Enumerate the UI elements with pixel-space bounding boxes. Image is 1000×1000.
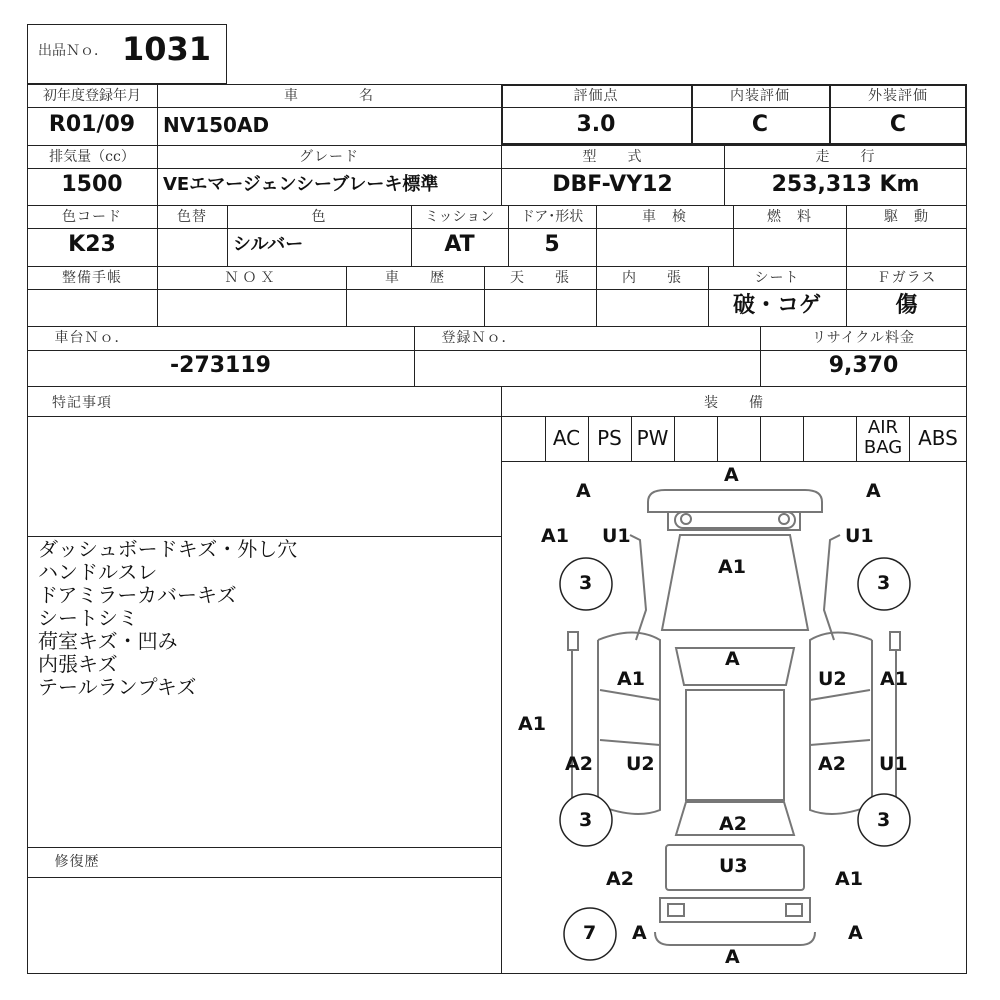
color-code-value: K23	[68, 232, 116, 257]
repair-history-label: 修復歴	[54, 854, 100, 870]
regno-label: 登録Ｎｏ．	[441, 330, 517, 346]
seat-label: シート	[754, 270, 800, 286]
cc-label: 排気量（cc）	[49, 149, 135, 165]
maintenance-label: 整備手帳	[62, 270, 122, 286]
color-value: シルバー	[233, 234, 304, 255]
grade-front-right: A	[866, 480, 881, 502]
fuel-label: 燃 料	[767, 209, 812, 225]
recycle-label: リサイクル料金	[811, 330, 916, 346]
color-code-label: 色コード	[62, 209, 122, 225]
grade-right-u2: U2	[818, 668, 847, 690]
reg-date-value: R01/09	[48, 112, 136, 137]
lot-label: 出品Ｎｏ．	[38, 43, 108, 59]
roof-label: 天 張	[510, 270, 570, 286]
nox-label: ＮＯＸ	[224, 270, 279, 286]
car-name-label: 車 名	[284, 88, 374, 104]
regno-value	[414, 350, 760, 382]
grade-left-a2: A2	[565, 753, 593, 775]
note-line: ドアミラーカバーキズ	[38, 583, 237, 607]
grade-tire-fl: 3	[579, 572, 593, 594]
grade-right-a2: A2	[818, 753, 846, 775]
color-label: 色	[311, 209, 327, 225]
exterior-value: C	[889, 112, 907, 137]
inner-label: 内 張	[622, 270, 682, 286]
door-label: ドア･形状	[520, 209, 584, 225]
note-line: テールランプキズ	[38, 675, 197, 699]
equip-abs: ABS	[918, 426, 958, 450]
note-line: ダッシュボードキズ・外し穴	[38, 537, 298, 561]
exterior-label: 外装評価	[868, 88, 928, 104]
equipment-label: 装 備	[704, 395, 764, 411]
car-name-value: NV150AD	[163, 113, 270, 137]
history-value	[346, 290, 484, 322]
glass-label: Ｆガラス	[876, 270, 937, 286]
grade-roof-front: A	[725, 648, 740, 670]
recycle-value: 9,370	[828, 353, 899, 378]
equip-cell	[502, 418, 545, 458]
grade-left-u2: U2	[626, 753, 655, 775]
equip-ac: AC	[552, 426, 581, 450]
remarks-notes	[38, 538, 297, 699]
grade-left-door: A1	[617, 668, 645, 690]
grade-label: グレード	[299, 149, 359, 165]
equip-ps: PS	[597, 426, 622, 450]
equip-cell	[760, 418, 803, 458]
door-value: 5	[544, 232, 560, 257]
grade-fl-u1: U1	[602, 525, 631, 547]
grade-left-side: A1	[518, 713, 546, 735]
score-value: 3.0	[576, 112, 616, 137]
grade-right-u1: U1	[879, 753, 908, 775]
note-line: シートシミ	[38, 606, 138, 630]
interior-label: 内装評価	[730, 88, 790, 104]
drive-value	[846, 229, 967, 261]
reg-date-label: 初年度登録年月	[43, 88, 141, 104]
remarks-label: 特記事項	[52, 395, 112, 411]
grade-right-a1: A1	[880, 668, 908, 690]
model-value: DBF-VY12	[552, 172, 673, 197]
chassis-label: 車台Ｎｏ．	[54, 330, 130, 346]
maintenance-value	[27, 290, 157, 322]
nox-value	[157, 290, 346, 322]
grade-tire-rl: 3	[579, 809, 593, 831]
cc-value: 1500	[61, 172, 123, 197]
drive-label: 駆 動	[884, 209, 929, 225]
mileage-label: 走 行	[815, 149, 876, 165]
color-change-label: 色替	[177, 209, 207, 225]
equip-cell	[674, 418, 717, 458]
glass-value: 傷	[895, 293, 918, 318]
mission-label: ミッション	[424, 209, 495, 225]
color-change-value	[157, 229, 227, 261]
grade-rear-bumper-right: A	[848, 922, 863, 944]
grade-rear-bottom: A	[725, 946, 740, 968]
note-line: 荷室キズ・凹み	[38, 629, 178, 653]
grade-fr-u1: U1	[845, 525, 874, 547]
fuel-value	[733, 229, 846, 261]
car-damage-diagram	[502, 462, 966, 973]
roof-value	[484, 290, 596, 322]
inspection-value	[596, 229, 733, 261]
grade-value: VEエマージェンシーブレーキ標準	[163, 174, 439, 195]
equip-cell	[803, 418, 856, 458]
grade-fl-a1: A1	[541, 525, 569, 547]
equip-pw: PW	[636, 426, 669, 450]
grade-rear-glass: A2	[719, 813, 747, 835]
grade-hood: A1	[718, 556, 746, 578]
equip-airbag: AIR BAG	[863, 417, 903, 458]
grade-spare: 7	[583, 922, 597, 944]
grade-front-center: A	[724, 464, 739, 486]
grade-front-left: A	[576, 480, 591, 502]
grade-rear-bumper-left: A	[632, 922, 647, 944]
score-label: 評価点	[573, 88, 619, 104]
grade-tire-fr: 3	[877, 572, 891, 594]
grade-rear-right: A1	[835, 868, 863, 890]
chassis-value: -273119	[170, 353, 271, 378]
interior-value: C	[751, 112, 769, 137]
note-line: 内張キズ	[38, 652, 118, 676]
history-label: 車 歴	[385, 270, 445, 286]
note-line: ハンドルスレ	[38, 560, 158, 584]
model-label: 型 式	[582, 149, 643, 165]
inner-value	[596, 290, 708, 322]
grade-tire-rr: 3	[877, 809, 891, 831]
grade-rear-u3: U3	[719, 855, 748, 877]
inspection-label: 車 検	[642, 209, 687, 225]
mission-value: AT	[444, 232, 475, 257]
seat-value: 破・コゲ	[732, 293, 821, 318]
mileage-value: 253,313 Km	[771, 172, 920, 197]
lot-number: 1031	[122, 30, 212, 68]
equip-cell	[717, 418, 760, 458]
grade-rear-left: A2	[606, 868, 634, 890]
